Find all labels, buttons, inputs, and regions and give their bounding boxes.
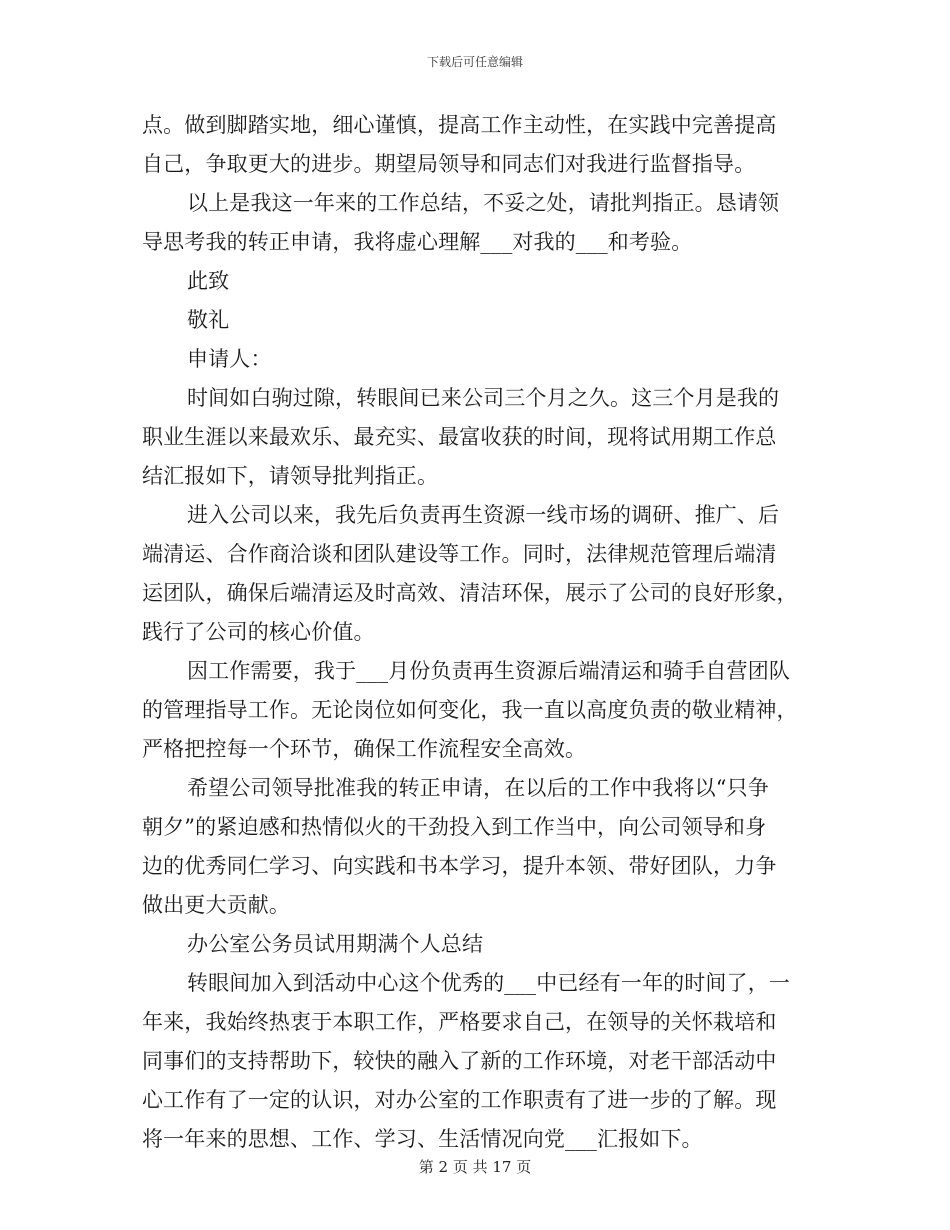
text-line: 践行了公司的核心价值。 bbox=[142, 620, 375, 644]
text-line: 希望公司领导批准我的转正申请，在以后的工作中我将以“只争 bbox=[187, 776, 769, 800]
page-number: 第 2 页 共 17 页 bbox=[418, 1158, 532, 1176]
text-line: 申请人： bbox=[187, 347, 272, 371]
text-line: 转眼间加入到活动中心这个优秀的___中已经有一年的时间了，一 bbox=[187, 971, 790, 995]
text-line: 自己，争取更大的进步。期望局领导和同志们对我进行监督指导。 bbox=[142, 152, 756, 176]
text-line: 年来，我始终热衷于本职工作，严格要求自己，在领导的关怀栽培和 bbox=[142, 1010, 777, 1034]
text-line: 边的优秀同仁学习、向实践和书本学习，提升本领、带好团队，力争 bbox=[142, 854, 777, 878]
text-line: 将一年来的思想、工作、学习、生活情况向党___汇报如下。 bbox=[142, 1127, 703, 1151]
text-line: 导思考我的转正申请，我将虚心理解___对我的___和考验。 bbox=[142, 230, 693, 254]
text-line: 运团队，确保后端清运及时高效、清洁环保，展示了公司的良好形象， bbox=[142, 581, 798, 605]
text-line: 严格把控每一个环节，确保工作流程安全高效。 bbox=[142, 737, 587, 761]
text-line: 办公室公务员试用期满个人总结 bbox=[187, 932, 484, 956]
text-line: 朝夕”的紧迫感和热情似火的干劲投入到工作当中，向公司领导和身 bbox=[142, 815, 767, 839]
text-line: 端清运、合作商洽谈和团队建设等工作。同时，法律规范管理后端清 bbox=[142, 542, 777, 566]
text-line: 以上是我这一年来的工作总结，不妥之处，请批判指正。恳请领 bbox=[187, 191, 780, 215]
text-line: 结汇报如下，请领导批判指正。 bbox=[142, 464, 439, 488]
text-line: 进入公司以来，我先后负责再生资源一线市场的调研、推广、后 bbox=[187, 503, 780, 527]
page-header: 下载后可任意编辑 bbox=[426, 55, 523, 69]
text-line: 敬礼 bbox=[187, 308, 230, 332]
text-line: 的管理指导工作。无论岗位如何变化，我一直以高度负责的敬业精神， bbox=[142, 698, 798, 722]
text-line: 时间如白驹过隙，转眼间已来公司三个月之久。这三个月是我的 bbox=[187, 386, 780, 410]
text-line: 因工作需要，我于___月份负责再生资源后端清运和骑手自营团队 bbox=[187, 659, 790, 683]
text-line: 点。做到脚踏实地，细心谨慎，提高工作主动性，在实践中完善提高 bbox=[142, 113, 777, 137]
text-line: 同事们的支持帮助下，较快的融入了新的工作环境，对老干部活动中 bbox=[142, 1049, 777, 1073]
document-body bbox=[142, 106, 802, 1159]
text-line: 职业生涯以来最欢乐、最充实、最富收获的时间，现将试用期工作总 bbox=[142, 425, 777, 449]
text-line: 此致 bbox=[187, 269, 230, 293]
text-line: 做出更大贡献。 bbox=[142, 893, 291, 917]
text-line: 心工作有了一定的认识，对办公室的工作职责有了进一步的了解。现 bbox=[142, 1088, 777, 1112]
